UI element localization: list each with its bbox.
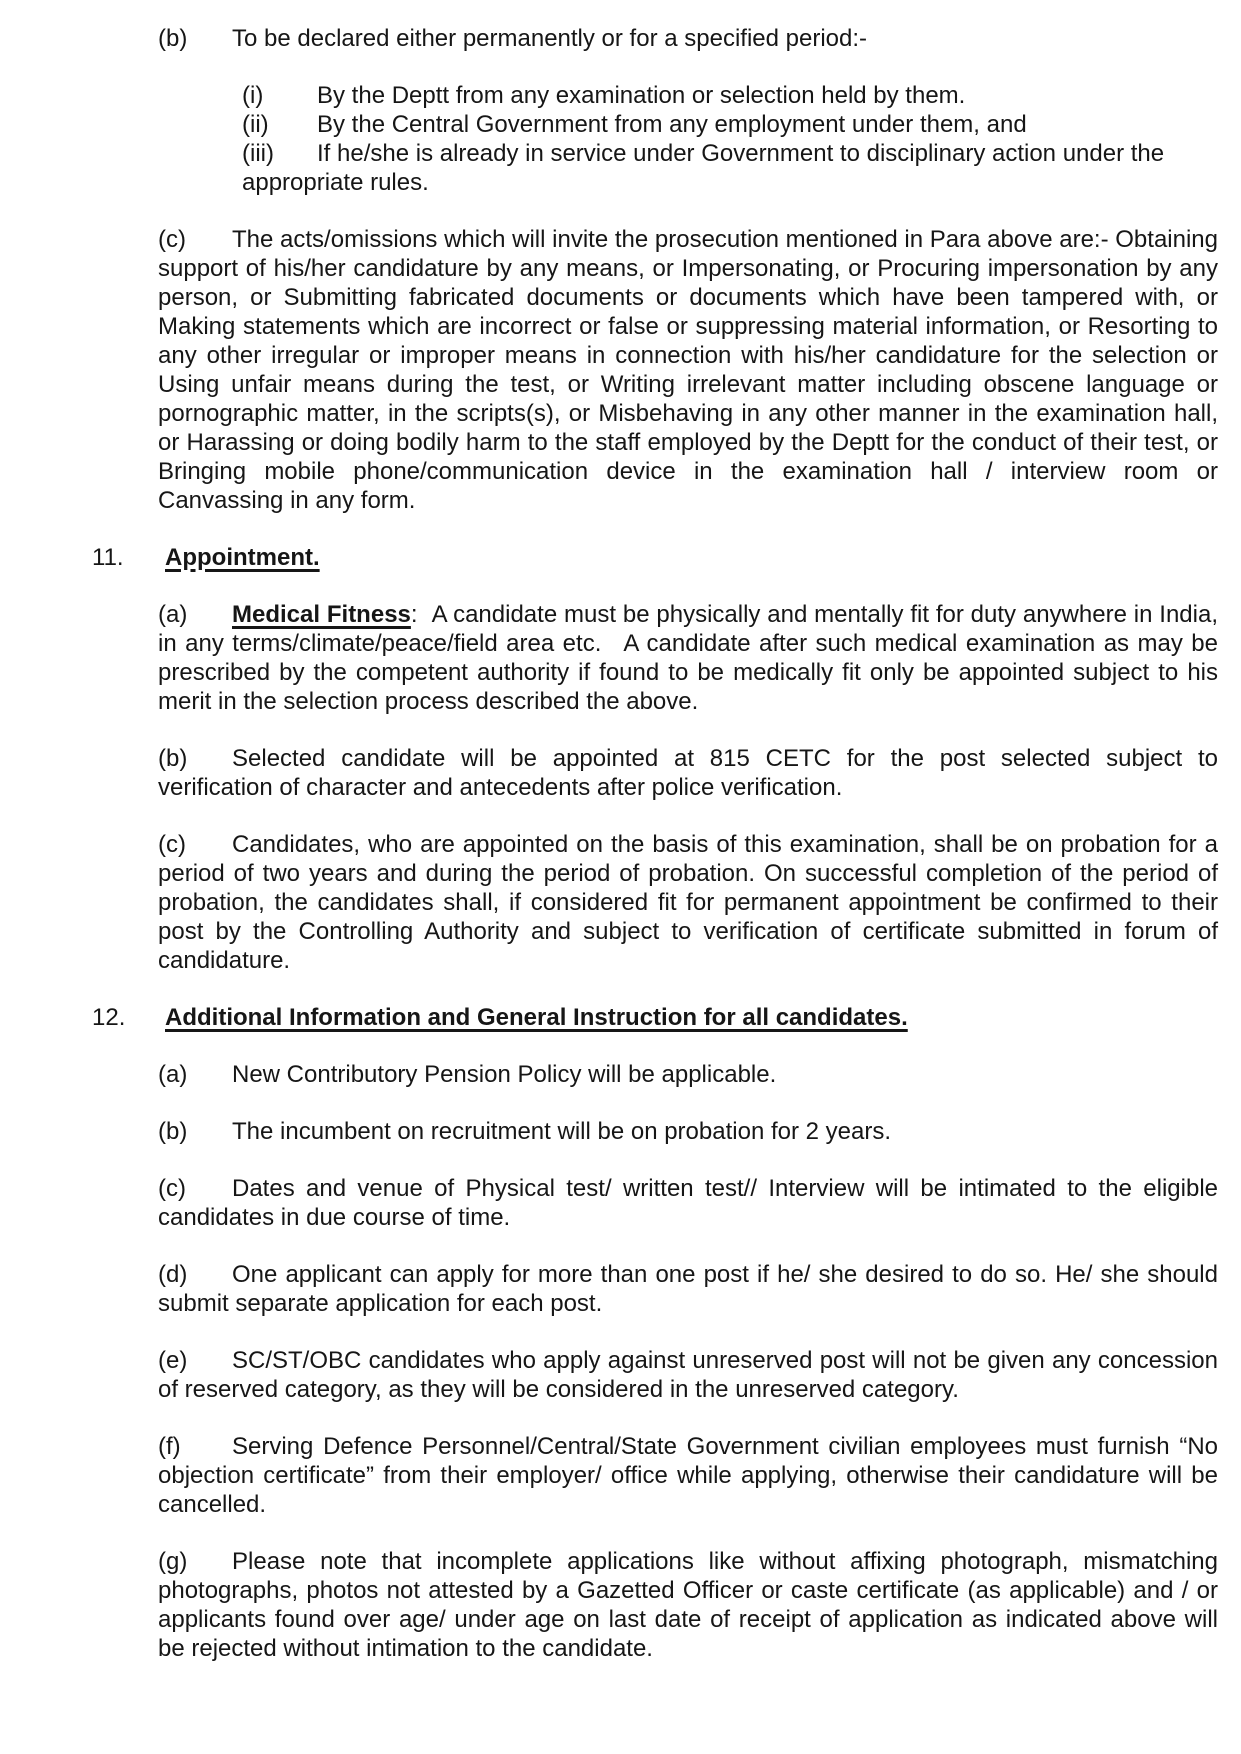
section-number: 12. [92,1004,126,1031]
sub-item-text: By the Central Government from any employment under them, and [317,111,1027,138]
paragraph-text: Dates and venue of Physical test/ written test// Interview will be intimated to the eligible candidates in due course of time. [158,1175,1218,1231]
sub-item-text: By the Deptt from any examination or selection held by them. [317,82,966,109]
item-label: (c) [158,1175,186,1202]
paragraph-intro-b [158,24,1218,53]
section-title: Appointment. [165,544,320,571]
paragraph-12c [158,1174,1218,1232]
item-label: (d) [158,1261,188,1288]
paragraph-lead: Medical Fitness [232,601,411,628]
item-label: (a) [158,1061,188,1088]
paragraph-text: New Contributory Pension Policy will be applicable. [232,1061,777,1088]
item-label: (b) [158,745,188,772]
item-label: (c) [158,831,186,858]
paragraph-12f [158,1432,1218,1519]
item-label: (ii) [242,111,269,138]
item-label: (a) [158,601,188,628]
paragraph-12b [158,1117,1218,1146]
section-title: Additional Information and General Instruction for all candidates. [165,1004,908,1031]
paragraph-text: One applicant can apply for more than one post if he/ she desired to do so. He/ she should submit separate application for each post. [158,1261,1218,1317]
paragraph-11b [158,744,1218,802]
paragraph-11c [158,830,1218,975]
paragraph-text: A candidate after such medical examination as may be prescribed by the competent authority if found to be medically fit only be appointed subject to his merit in the selection process described the above. [158,630,1218,715]
section-heading-12 [92,1003,1212,1032]
lead-separator: : [410,601,418,628]
sub-item [242,110,1217,139]
paragraph-11a [158,600,1218,716]
item-label: (i) [242,82,264,109]
paragraph-text: Serving Defence Personnel/Central/State Government civilian employees must furnish “No objection certificate” from their employer/ office while applying, otherwise their candidature will be cancelled. [158,1433,1218,1518]
paragraph-text: SC/ST/OBC candidates who apply against unreserved post will not be given any concession of reserved category, as they will be considered in the unreserved category. [158,1347,1218,1403]
paragraph-text: Please note that incomplete applications like without affixing photograph, mismatching photographs, photos not attested by a Gazetted Officer or caste certificate (as applicable) and / or applicants found over age/ under age on last date of receipt of application as indicated above will be rejected without intimation to the candidate. [158,1548,1218,1662]
sub-item-list [242,81,1217,197]
item-label: (b) [158,1118,188,1145]
item-label: (c) [158,226,186,253]
paragraph-text: The acts/omissions which will invite the prosecution mentioned in Para above are:- Obtaining support of his/her candidature by any means, or Impersonating, or Procuring impersonation by any person, or Submitting fabricated documents or documents which have been tampered with, or Making statements which are incorrect or false or suppressing material information, or Resorting to any other irregular or improper means in connection with his/her candidature for the selection or Using unfair means during the test, or Writing irrelevant matter including obscene language or pornographic matter, in the scripts(s), or Misbehaving in any other manner in the examination hall, or Harassing or doing bodily harm to the staff employed by the Deptt for the conduct of their test, or Bringing mobile phone/communication device in the examination hall / interview room or Canvassing in any form. [158,226,1218,514]
sub-item [242,81,1217,110]
section-heading-11 [92,543,1212,572]
paragraph-12g [158,1547,1218,1663]
paragraph-text: Candidates, who are appointed on the basis of this examination, shall be on probation for a period of two years and during the period of probation. On successful completion of the period of probation, the candidates shall, if considered fit for permanent appointment be confirmed to their post by the Controlling Authority and subject to verification of certificate submitted in forum of candidature. [158,831,1218,974]
item-label: (f) [158,1433,181,1460]
item-label: (e) [158,1347,188,1374]
paragraph-intro-c [158,225,1218,515]
paragraph-12a [158,1060,1218,1089]
paragraph-12e [158,1346,1218,1404]
item-label: (b) [158,25,188,52]
item-label: (g) [158,1548,188,1575]
sub-item-text: If he/she is already in service under Government to disciplinary action under the appropriate rules. [242,140,1165,196]
section-number: 11. [92,544,124,571]
paragraph-text: To be declared either permanently or for a specified period:- [232,25,868,52]
paragraph-text: The incumbent on recruitment will be on probation for 2 years. [232,1118,892,1145]
sub-item [242,139,1217,197]
item-label: (iii) [242,140,274,167]
paragraph-text: A candidate must be physically and mentally fit for duty anywhere in India, in any terms/climate/peace/field area etc. [158,601,1218,657]
paragraph-12d [158,1260,1218,1318]
paragraph-text: Selected candidate will be appointed at 815 CETC for the post selected subject to verification of character and antecedents after police verification. [158,745,1218,801]
